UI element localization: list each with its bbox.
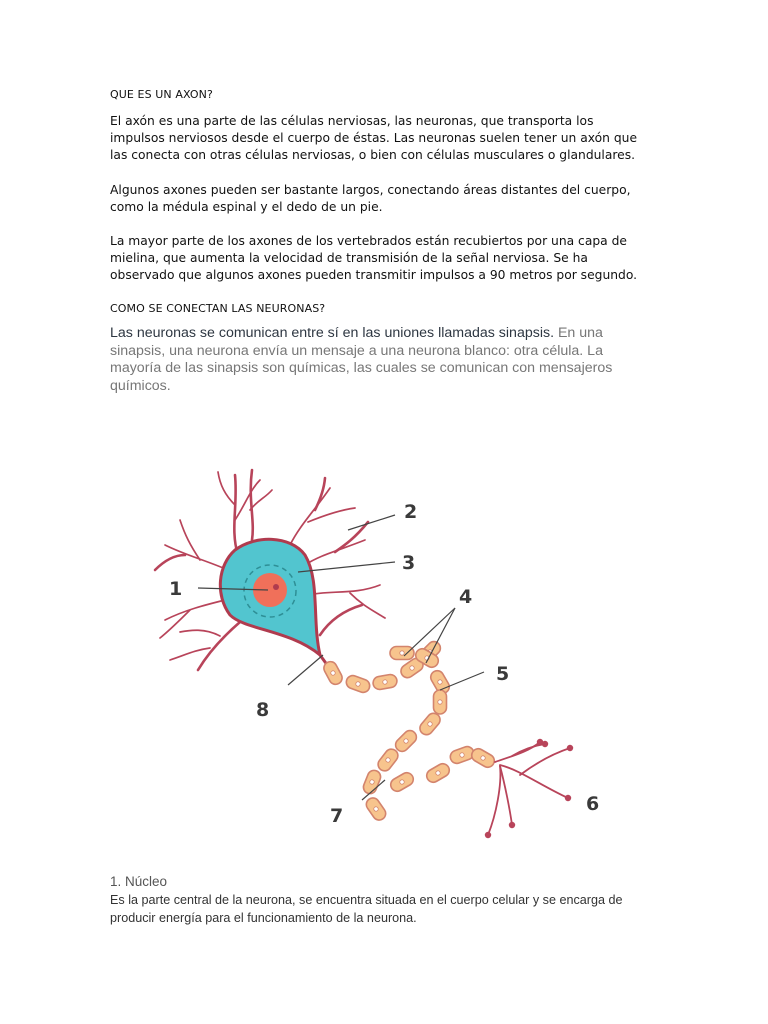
dendrite-branch <box>308 585 380 595</box>
dendrite-branch <box>251 470 253 540</box>
heading-neuron-connection: COMO SE CONECTAN LAS NEURONAS? <box>110 302 326 315</box>
myelin-sheath-segment <box>393 728 419 754</box>
axon-terminal-branch <box>500 766 512 825</box>
myelin-sheath-segment <box>375 747 400 774</box>
diagram-label-7: 7 <box>330 805 344 827</box>
paragraph-synapse <box>110 325 655 395</box>
diagram-label-1: 1 <box>169 578 183 600</box>
axon-terminals <box>485 739 573 838</box>
dendrite-branch <box>170 648 210 660</box>
synapse-rest-text: En una sinapsis, una neurona envía un mensaje a una neurona blanco: otra célula. La mayoría de las sinapsis son químicas, las cuales se comunican con mensajeros químicos. <box>110 325 613 394</box>
myelin-sheath-segment <box>345 674 372 694</box>
paragraph-axon-length: Algunos axones pueden ser bastante largos, conectando áreas distantes del cuerpo, como la médula espinal y el dedo de un pie. <box>110 183 631 214</box>
synaptic-bouton <box>509 822 515 828</box>
synaptic-bouton <box>567 745 573 751</box>
neuron-diagram <box>140 460 630 845</box>
myelin-sheath-segment <box>469 746 496 769</box>
myelin-sheath-segment <box>322 659 345 686</box>
nucleolus <box>273 584 279 590</box>
dendrite-branch <box>350 593 385 618</box>
paragraph-myelin: La mayor parte de los axones de los vertebrados están recubiertos por una capa de mielina, que aumenta la velocidad de transmisión de la señal nerviosa. Se ha observado que algunos axones pueden transmitir impulsos a 90 metros por segundo. <box>110 234 638 282</box>
leader-line <box>288 655 323 685</box>
diagram-label-2: 2 <box>404 501 418 523</box>
synaptic-bouton <box>542 741 548 747</box>
diagram-label-4: 4 <box>459 586 473 608</box>
dendrite-branch <box>155 555 185 570</box>
dendrite-branch <box>250 490 272 510</box>
synaptic-bouton <box>565 795 571 801</box>
dendrite-branch <box>160 610 190 638</box>
dendrite-branch <box>198 622 240 670</box>
axon-terminal-branch <box>520 748 570 775</box>
heading-axon: QUE ES UN AXON? <box>110 88 213 101</box>
diagram-label-6: 6 <box>586 793 600 815</box>
myelin-sheath-segment <box>364 795 388 822</box>
caption-title: 1. Núcleo <box>110 874 168 889</box>
schwann-cell-nucleus <box>400 651 404 655</box>
dendrite-branch <box>165 600 225 620</box>
axon-terminal-branch <box>500 765 568 798</box>
diagram-label-8: 8 <box>256 699 270 721</box>
dendrite-branch <box>315 478 325 510</box>
caption-text: Es la parte central de la neurona, se encuentra situada en el cuerpo celular y se encarga de producir energía para el funcionamiento de la neurona. <box>110 893 623 925</box>
myelin-sheath-segment <box>388 770 415 793</box>
diagram-label-5: 5 <box>496 663 510 685</box>
schwann-cell-nucleus <box>382 679 387 684</box>
dendrite-branch <box>335 522 368 552</box>
caption-nucleus <box>110 873 655 927</box>
myelin-sheath-segment <box>390 647 414 660</box>
myelin-sheath-segment <box>424 761 451 784</box>
paragraph-axon-definition: El axón es una parte de las células nerviosas, las neuronas, que transporta los impulsos nerviosos desde el cuerpo de éstas. Las neuronas suelen tener un axón que las conecta con otras células nerviosas, o bien con células musculares o glandulares. <box>110 114 638 162</box>
myelin-sheath-segment <box>434 690 447 714</box>
leader-line <box>348 515 395 530</box>
dendrite-branch <box>235 480 260 520</box>
schwann-cell-nucleus <box>438 700 442 704</box>
synapse-lead-text: Las neuronas se comunican entre sí en las uniones llamadas sinapsis. <box>110 325 555 341</box>
dendrite-branch <box>218 472 235 505</box>
diagram-label-3: 3 <box>402 552 416 574</box>
dendrite-branch <box>180 630 220 636</box>
dendrite-branch <box>320 605 362 635</box>
myelin-sheath-segment <box>372 674 398 691</box>
axon <box>320 639 497 823</box>
leader-line <box>298 562 395 572</box>
synaptic-bouton <box>485 832 491 838</box>
leader-line <box>426 608 455 663</box>
axon-terminal-branch <box>488 766 500 835</box>
